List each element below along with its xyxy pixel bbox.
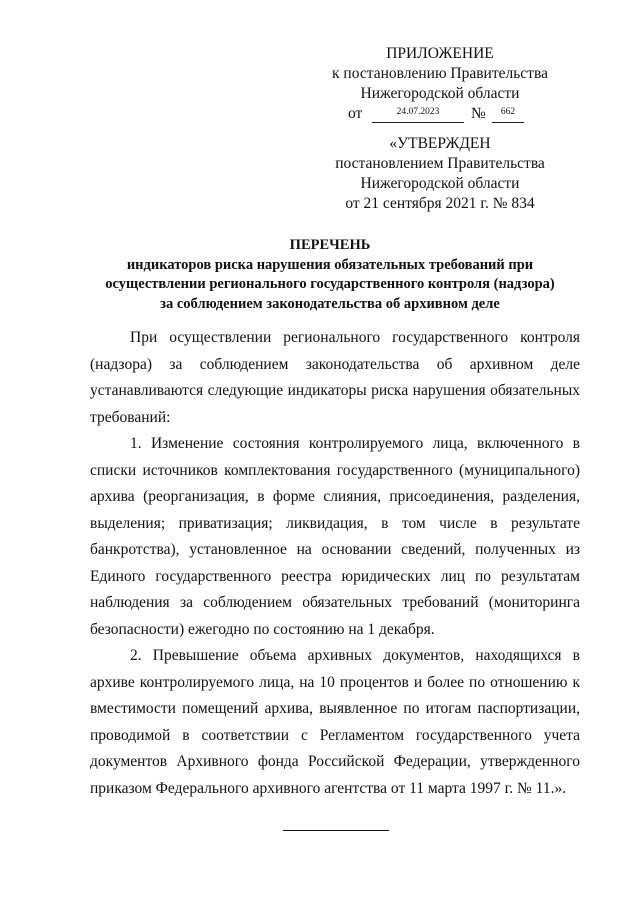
appendix-date-number-row [300,104,580,124]
number-prefix: № [471,105,486,122]
date-prefix: от [348,105,363,122]
appendix-line-1: к постановлению Правительства [332,65,548,82]
approved-line-4: от 21 сентября 2021 г. № 834 [345,195,535,212]
appendix-block [300,44,580,124]
appendix-line-2: Нижегородской области [360,85,520,102]
title-line-4: за соблюдением законодательства об архивном деле [160,295,500,312]
indicator-item-1: 1. Изменение состояния контролируемого лица, включенного в списки источников комплектования государственного (муниципального) архива (реорганизация, в форме слияния, присоединения, разделения, выделения; приватизация; ликвидация, в том числе в результате банкротства), установленное на основании сведений, полученных из Единого государственного реестра юридических лиц по результатам наблюдения за соблюдением обязательных требований (мониторинга безопасности) ежегодно по состоянию на 1 декабря. [90,435,580,638]
approved-line-3: Нижегородской области [360,175,520,192]
title-line-1: ПЕРЕЧЕНЬ [289,237,371,253]
approved-line-2: постановлением Правительства [335,155,545,172]
end-divider [283,830,389,831]
intro-paragraph: При осуществлении регионального государственного контроля (надзора) за соблюдением законодательства об архивном деле устанавливаются следующие индикаторы риска нарушения обязательных требований: [90,329,580,426]
appendix-heading: ПРИЛОЖЕНИЕ [386,45,494,62]
date-field: 24.07.2023 [372,104,464,123]
indicator-item-2: 2. Превышение объема архивных документов, находящихся в архиве контролируемого лица, на 10 процентов и более по отношению к вместимости помещений архива, выявленное по итогам паспортизации, проводимой в соответствии с Регламентом государственного учета документов Архивного фонда Российской Федерации, утвержденного приказом Федерального архивного агентства от 11 марта 1997 г. № 11.». [90,647,580,797]
document-title [60,236,600,314]
approved-block [300,134,580,214]
number-field: 662 [492,104,524,123]
approved-line-1: «УТВЕРЖДЕН [389,135,491,152]
title-line-3: осуществлении регионального государственного контроля (надзора) [105,276,555,292]
title-line-2: индикаторов риска нарушения обязательных требований при [126,256,534,273]
document-body [90,325,580,802]
